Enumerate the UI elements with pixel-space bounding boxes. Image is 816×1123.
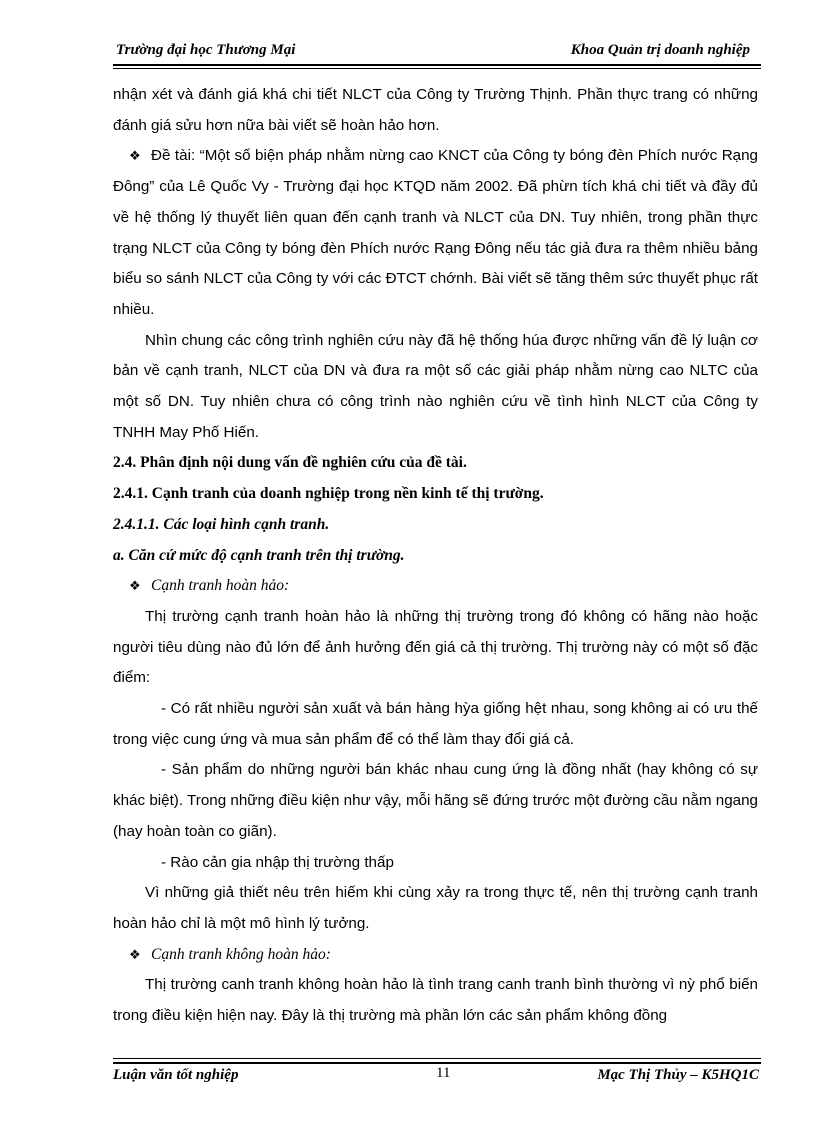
diamond-bullet-icon: ❖ [129,946,141,962]
page-footer [113,1065,761,1087]
footer-author: Mạc Thị Thủy – K5HQ1C [597,1067,759,1083]
bullet-heading-imperfect-competition [113,940,758,971]
section-heading-2-4: 2.4. Phân định nội dung vấn đề nghiên cứu của đề tài. [113,454,467,472]
paragraph-continuation: nhận xét và đánh giá khá chi tiết NLCT của Công ty Trường Thịnh. Phần thực trang có những đánh giá sửu hơn nữa bài viết sẽ hoàn hảo hơn. [113,86,758,134]
header-rule-thin [113,68,761,69]
header-university: Trường đại học Thương Mại [116,42,296,58]
document-body [113,80,758,1032]
footer-rule-thick [113,1062,761,1064]
bullet-heading-text: Cạnh tranh hoàn hảo: [151,577,290,595]
diamond-bullet-icon: ❖ [129,148,141,164]
section-heading-2-4-1: 2.4.1. Cạnh tranh của doanh nghiệp trong nền kinh tế thị trường. [113,485,544,503]
diamond-bullet-icon: ❖ [129,578,141,594]
bullet-heading-text: Cạnh tranh không hoàn hảo: [151,945,331,963]
paragraph-ideal-model: Vì những giả thiết nêu trên hiếm khi cùng xảy ra trong thực tế, nên thị trường cạnh tranh hoàn hảo chỉ là một mô hình lý tưởng. [113,884,758,932]
list-item-sellers: - Có rất nhiều người sản xuất và bán hàng hỳa giống hệt nhau, song không ai có ưu thế trong việc cung ứng và mua sản phẩm để có thể làm thay đổi giá cả. [113,700,758,748]
footer-rule-thin [113,1058,761,1059]
page-number: 11 [436,1065,451,1081]
list-item-products: - Sản phẩm do những người bán khác nhau cung ứng là đồng nhất (hay không có sự khác biệt). Trong những điều kiện như vậy, mỗi hãng sẽ đứng trước một đường cầu nằm ngang (hay hoàn toàn co giãn). [113,761,758,840]
page-header [113,40,756,62]
paragraph-summary: Nhìn chung các công trình nghiên cứu này đã hệ thống húa được những vấn đề lý luận cơ bản về cạnh tranh, NLCT của DN và đưa ra một số các giải pháp nhằm nừng cao NLTC của một số DN. Tuy nhiên chưa có công trình nào nghiên cứu về tình hình NLCT của Công ty TNHH May Phố Hiến. [113,331,758,441]
bullet-paragraph-thesis [113,141,758,325]
header-rule-thick [113,64,761,66]
paragraph-perfect-competition: Thị trường cạnh tranh hoàn hảo là những thị trường trong đó không có hãng nào hoặc người tiêu dùng nào đủ lớn để ảnh hưởng đến giá cả thị trường. Thị trường này có một số đặc điểm: [113,607,758,687]
list-item-barriers: - Rào cản gia nhập thị trường thấp [161,853,394,871]
paragraph-text: Đề tài: “Một số biện pháp nhằm nừng cao KNCT của Công ty bóng đèn Phích nước Rạng Đông” của Lê Quốc Vy - Trường đại học KTQD năm 2002. Đã phừn tích khá chi tiết và đầy đủ về hệ thống lý thuyết liên quan đến cạnh tranh và NLCT của DN. Tuy nhiên, trong phần thực trạng NLCT của Công ty bóng đèn Phích nước Rạng Đông nếu tác giả đưa ra thêm nhiều bảng biểu so sánh NLCT của Công ty với các ĐTCT chớnh. Bài viết sẽ tăng thêm sức thuyết phục rất nhiều. [113,147,758,318]
header-faculty: Khoa Quản trị doanh nghiệp [570,42,750,58]
paragraph-imperfect-competition: Thị trường canh tranh không hoàn hảo là tình trang canh tranh bình thường vì nỳ phổ biến trong điều kiện hiện nay. Đây là thị trường mà phần lớn các sản phẩm không đồng [113,976,758,1025]
bullet-heading-perfect-competition [113,571,758,602]
section-heading-2-4-1-1: 2.4.1.1. Các loại hình cạnh tranh. [113,515,330,533]
footer-thesis-label: Luận văn tốt nghiệp [113,1067,239,1083]
subheading-a: a. Căn cứ mức độ cạnh tranh trên thị trường. [113,546,405,564]
